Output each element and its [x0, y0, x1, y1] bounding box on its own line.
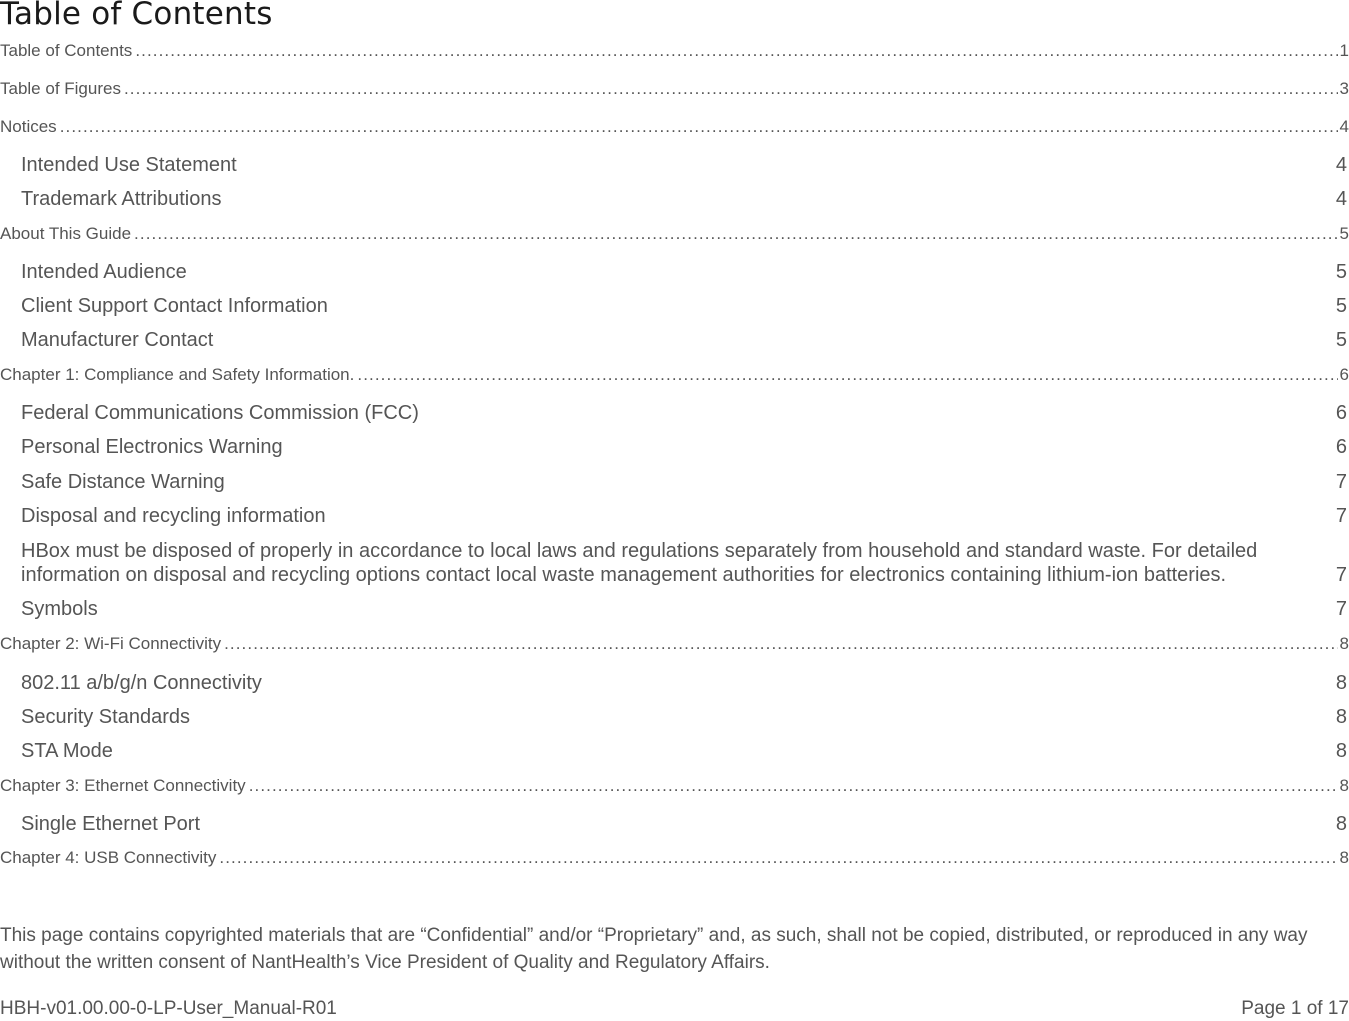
- toc-entry-page: 6: [1335, 436, 1347, 458]
- toc-entry-page: 6: [1335, 402, 1347, 424]
- toc-entry-title: Security Standards: [21, 706, 190, 728]
- toc-entry-title: Federal Communications Commission (FCC): [21, 402, 419, 424]
- toc-entry-page: 8: [1335, 813, 1347, 835]
- toc-entry-page: 7: [1335, 471, 1347, 493]
- toc-entry-table-of-figures[interactable]: [0, 79, 1349, 99]
- toc-entry-page: 8: [1335, 740, 1347, 762]
- toc-entry-page: 7: [1335, 598, 1347, 620]
- toc-entry-page: 8: [1335, 672, 1347, 694]
- toc-entry-page: 5: [1335, 329, 1347, 351]
- toc-entry-page: 4: [1339, 117, 1349, 136]
- toc-entry-table-of-contents[interactable]: [0, 41, 1349, 61]
- dot-leader: [135, 41, 1337, 61]
- toc-entry-page: 4: [1335, 188, 1347, 210]
- toc-entry-fcc[interactable]: [0, 402, 1349, 425]
- toc-entry-title: 802.11 a/b/g/n Connectivity: [21, 672, 262, 694]
- toc-entry-title: Single Ethernet Port: [21, 813, 200, 835]
- toc-entry-safe-distance-warning[interactable]: [0, 471, 1349, 494]
- toc-entry-title: Manufacturer Contact: [21, 329, 214, 351]
- toc-entry-page: 4: [1335, 154, 1347, 176]
- page-title: Table of Contents: [0, 0, 273, 32]
- toc-entry-title: Disposal and recycling information: [21, 505, 326, 527]
- toc-entry-intended-audience[interactable]: [0, 261, 1349, 284]
- toc-entry-chapter-3[interactable]: [0, 776, 1349, 796]
- dot-leader: [60, 117, 1338, 137]
- dot-leader: [357, 365, 1337, 385]
- toc-entry-title: Table of Figures: [0, 79, 121, 98]
- toc-entry-personal-electronics-warning[interactable]: [0, 436, 1349, 459]
- toc-entry-page: 5: [1339, 224, 1349, 243]
- toc-entry-page: 3: [1339, 79, 1349, 98]
- toc-entry-page: 8: [1339, 848, 1349, 867]
- toc-entry-symbols[interactable]: [0, 598, 1349, 621]
- toc-entry-title: Table of Contents: [0, 41, 133, 60]
- toc-entry-page: 1: [1339, 41, 1349, 60]
- toc-entry-single-ethernet-port[interactable]: [0, 813, 1349, 836]
- toc-entry-disposal-recycling[interactable]: [0, 505, 1349, 528]
- toc-entry-title: HBox must be disposed of properly in accordance to local laws and regulations separately from household and standard waste. For detailed information on disposal and recycling options contact local waste management authorities for electronics containing lithium-ion batteries.: [21, 540, 1258, 586]
- toc-entry-title: Chapter 1: Compliance and Safety Information.: [0, 365, 355, 384]
- toc-entry-notices[interactable]: [0, 117, 1349, 137]
- toc-entry-title: Personal Electronics Warning: [21, 436, 283, 458]
- toc-entry-page: 7: [1335, 564, 1347, 586]
- toc-entry-client-support-contact[interactable]: [0, 295, 1349, 318]
- toc-entry-page: 6: [1339, 365, 1349, 384]
- dot-leader: [249, 776, 1338, 796]
- toc-entry-chapter-2[interactable]: [0, 634, 1349, 654]
- toc-entry-80211-connectivity[interactable]: [0, 672, 1349, 695]
- dot-leader: [124, 79, 1338, 99]
- toc-entry-title: Intended Use Statement: [21, 154, 237, 176]
- dot-leader: [134, 224, 1337, 244]
- toc-entry-page: 8: [1339, 634, 1349, 653]
- toc-entry-security-standards[interactable]: [0, 706, 1349, 729]
- dot-leader: [224, 634, 1337, 654]
- document-id: HBH-v01.00.00-0-LP-User_Manual-R01: [0, 998, 337, 1019]
- toc-entry-about-this-guide[interactable]: [0, 224, 1349, 244]
- toc-entry-page: 7: [1335, 505, 1347, 527]
- toc-entry-page: 8: [1339, 776, 1349, 795]
- toc-entry-title: Symbols: [21, 598, 98, 620]
- toc-entry-page: 8: [1335, 706, 1347, 728]
- toc-entry-title: Safe Distance Warning: [21, 471, 225, 493]
- toc-entry-chapter-1[interactable]: [0, 365, 1349, 385]
- toc-entry-title: About This Guide: [0, 224, 132, 243]
- toc-entry-title: Intended Audience: [21, 261, 187, 283]
- dot-leader: [219, 848, 1337, 868]
- toc-entry-title: Chapter 4: USB Connectivity: [0, 848, 217, 867]
- toc-entry-page: 5: [1335, 295, 1347, 317]
- toc-entry-trademark-attributions[interactable]: [0, 188, 1349, 211]
- confidentiality-notice: This page contains copyrighted materials that are “Confidential” and/or “Proprietary” and, as such, shall not be copied, distributed, or reproduced in any way without the written consent of NantHealth’s Vice President of Quality and Regulatory Affairs.: [0, 925, 1308, 973]
- page-number: Page 1 of 17: [1241, 998, 1349, 1019]
- toc-entry-title: Notices: [0, 117, 57, 136]
- toc-entry-title: Trademark Attributions: [21, 188, 222, 210]
- toc-entry-title: Chapter 2: Wi-Fi Connectivity: [0, 634, 222, 653]
- toc-entry-title: Chapter 3: Ethernet Connectivity: [0, 776, 246, 795]
- toc-entry-page: 5: [1335, 261, 1347, 283]
- toc-entry-hbox-disposal[interactable]: [0, 539, 1349, 587]
- toc-entry-intended-use-statement[interactable]: [0, 154, 1349, 177]
- toc-entry-chapter-4[interactable]: [0, 848, 1349, 868]
- toc-entry-title: Client Support Contact Information: [21, 295, 328, 317]
- toc-entry-sta-mode[interactable]: [0, 740, 1349, 763]
- toc-entry-manufacturer-contact[interactable]: [0, 329, 1349, 352]
- toc-entry-title: STA Mode: [21, 740, 113, 762]
